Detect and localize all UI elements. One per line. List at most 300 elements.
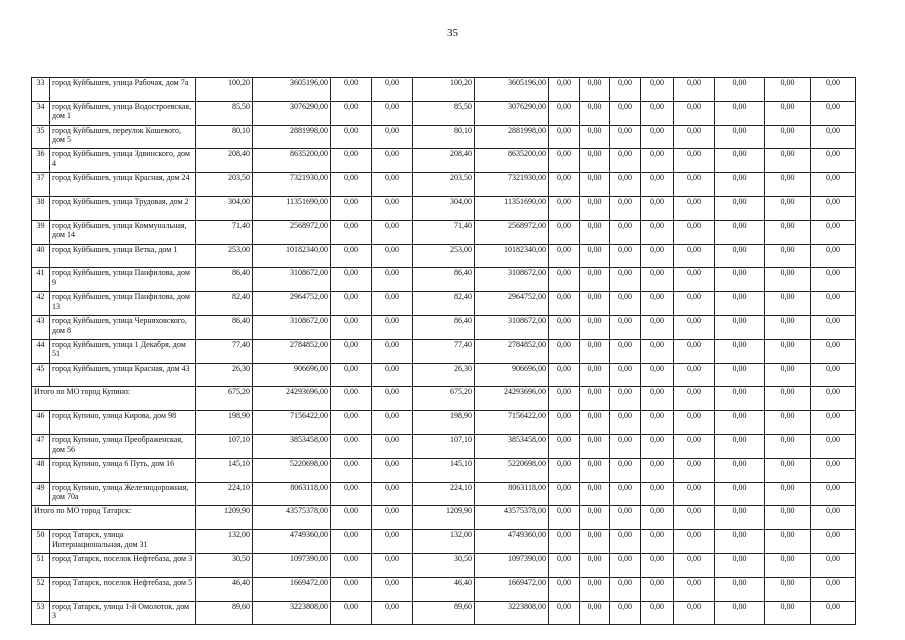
value-cell: 0,00 xyxy=(674,577,715,601)
value-cell: 0,00 xyxy=(610,220,641,244)
value-cell: 0,00 xyxy=(674,506,715,530)
total-row xyxy=(32,387,856,411)
value-cell: 0,00 xyxy=(765,196,811,220)
value-cell: 0,00 xyxy=(674,268,715,292)
value-cell: 0,00 xyxy=(549,530,580,554)
value-cell: 0,00 xyxy=(811,268,856,292)
area-repeat-cell: 675,20 xyxy=(413,387,475,411)
value-cell: 0,00 xyxy=(372,458,413,482)
area-repeat-cell: 224,10 xyxy=(413,482,475,506)
row-number: 45 xyxy=(32,363,50,387)
cost-repeat-cell: 3605196,00 xyxy=(475,78,549,102)
value-cell: 0,00 xyxy=(580,173,610,197)
value-cell: 0,00 xyxy=(811,315,856,339)
value-cell: 0,00 xyxy=(331,101,372,125)
value-cell: 0,00 xyxy=(331,601,372,625)
table-row xyxy=(32,553,856,577)
row-number: 38 xyxy=(32,196,50,220)
value-cell: 0,00 xyxy=(715,101,765,125)
value-cell: 0,00 xyxy=(610,458,641,482)
value-cell: 0,00 xyxy=(331,387,372,411)
area-repeat-cell: 100,20 xyxy=(413,78,475,102)
value-cell: 0,00 xyxy=(610,387,641,411)
value-cell: 0,00 xyxy=(372,601,413,625)
value-cell: 0,00 xyxy=(549,482,580,506)
value-cell: 0,00 xyxy=(674,601,715,625)
value-cell: 0,00 xyxy=(674,458,715,482)
value-cell: 0,00 xyxy=(331,553,372,577)
value-cell: 0,00 xyxy=(610,577,641,601)
value-cell: 0,00 xyxy=(715,434,765,458)
address-cell: город Куйбышев, улица 1 Декабря, дом 51 xyxy=(50,339,196,363)
value-cell: 0,00 xyxy=(715,601,765,625)
row-number: 36 xyxy=(32,149,50,173)
value-cell: 0,00 xyxy=(715,220,765,244)
value-cell: 0,00 xyxy=(331,363,372,387)
value-cell: 0,00 xyxy=(765,387,811,411)
address-cell: город Татарск, поселок Нефтебаза, дом 3 xyxy=(50,553,196,577)
value-cell: 0,00 xyxy=(610,434,641,458)
row-number: 47 xyxy=(32,434,50,458)
cost-repeat-cell: 8635200,00 xyxy=(475,149,549,173)
value-cell: 0,00 xyxy=(331,339,372,363)
value-cell: 0,00 xyxy=(580,220,610,244)
value-cell: 0,00 xyxy=(580,78,610,102)
cost-repeat-cell: 3076290,00 xyxy=(475,101,549,125)
area-repeat-cell: 80,10 xyxy=(413,125,475,149)
total-row xyxy=(32,506,856,530)
value-cell: 0,00 xyxy=(715,125,765,149)
value-cell: 0,00 xyxy=(765,125,811,149)
value-cell: 0,00 xyxy=(549,173,580,197)
value-cell: 0,00 xyxy=(372,411,413,435)
cost-repeat-cell: 8063118,00 xyxy=(475,482,549,506)
value-cell: 0,00 xyxy=(580,506,610,530)
cost-cell: 24293696,00 xyxy=(253,387,331,411)
value-cell: 0,00 xyxy=(372,125,413,149)
cost-repeat-cell: 10182340,00 xyxy=(475,244,549,268)
value-cell: 0,00 xyxy=(549,577,580,601)
area-cell: 224,10 xyxy=(196,482,253,506)
table-row xyxy=(32,78,856,102)
cost-repeat-cell: 5220698,00 xyxy=(475,458,549,482)
value-cell: 0,00 xyxy=(610,292,641,316)
value-cell: 0,00 xyxy=(715,196,765,220)
value-cell: 0,00 xyxy=(715,387,765,411)
table-row xyxy=(32,315,856,339)
value-cell: 0,00 xyxy=(641,458,674,482)
value-cell: 0,00 xyxy=(715,292,765,316)
cost-cell: 2881998,00 xyxy=(253,125,331,149)
value-cell: 0,00 xyxy=(549,292,580,316)
table-row xyxy=(32,482,856,506)
value-cell: 0,00 xyxy=(715,553,765,577)
value-cell: 0,00 xyxy=(580,244,610,268)
value-cell: 0,00 xyxy=(372,530,413,554)
value-cell: 0,00 xyxy=(372,149,413,173)
area-repeat-cell: 132,00 xyxy=(413,530,475,554)
table-body xyxy=(32,78,856,625)
value-cell: 0,00 xyxy=(715,315,765,339)
value-cell: 0,00 xyxy=(610,482,641,506)
cost-repeat-cell: 7321930,00 xyxy=(475,173,549,197)
value-cell: 0,00 xyxy=(610,601,641,625)
address-cell: город Куйбышев, улица Трудовая, дом 2 xyxy=(50,196,196,220)
page-number: 35 xyxy=(447,27,458,39)
value-cell: 0,00 xyxy=(641,482,674,506)
value-cell: 0,00 xyxy=(811,458,856,482)
value-cell: 0,00 xyxy=(549,78,580,102)
value-cell: 0,00 xyxy=(765,149,811,173)
value-cell: 0,00 xyxy=(372,553,413,577)
area-repeat-cell: 89,60 xyxy=(413,601,475,625)
row-number: 46 xyxy=(32,411,50,435)
area-cell: 80,10 xyxy=(196,125,253,149)
value-cell: 0,00 xyxy=(549,411,580,435)
value-cell: 0,00 xyxy=(674,482,715,506)
cost-cell: 2964752,00 xyxy=(253,292,331,316)
value-cell: 0,00 xyxy=(641,149,674,173)
cost-repeat-cell: 43575378,00 xyxy=(475,506,549,530)
value-cell: 0,00 xyxy=(811,339,856,363)
table-row xyxy=(32,149,856,173)
address-cell: город Купино, улица Кирова, дом 98 xyxy=(50,411,196,435)
address-cell: город Куйбышев, улица Рабочая, дом 7а xyxy=(50,78,196,102)
value-cell: 0,00 xyxy=(715,506,765,530)
value-cell: 0,00 xyxy=(549,149,580,173)
value-cell: 0,00 xyxy=(610,196,641,220)
row-number: 42 xyxy=(32,292,50,316)
area-cell: 86,40 xyxy=(196,268,253,292)
cost-cell: 2568972,00 xyxy=(253,220,331,244)
area-repeat-cell: 208,40 xyxy=(413,149,475,173)
value-cell: 0,00 xyxy=(610,411,641,435)
value-cell: 0,00 xyxy=(331,220,372,244)
value-cell: 0,00 xyxy=(372,482,413,506)
area-repeat-cell: 107,10 xyxy=(413,434,475,458)
area-cell: 107,10 xyxy=(196,434,253,458)
value-cell: 0,00 xyxy=(372,292,413,316)
row-number: 33 xyxy=(32,78,50,102)
value-cell: 0,00 xyxy=(715,458,765,482)
address-cell: город Купино, улица Преображенская, дом 56 xyxy=(50,434,196,458)
row-number: 40 xyxy=(32,244,50,268)
area-repeat-cell: 145,10 xyxy=(413,458,475,482)
area-cell: 304,00 xyxy=(196,196,253,220)
value-cell: 0,00 xyxy=(549,268,580,292)
value-cell: 0,00 xyxy=(331,173,372,197)
value-cell: 0,00 xyxy=(715,363,765,387)
value-cell: 0,00 xyxy=(580,101,610,125)
row-number: 53 xyxy=(32,601,50,625)
value-cell: 0,00 xyxy=(580,292,610,316)
table-row xyxy=(32,434,856,458)
value-cell: 0,00 xyxy=(549,220,580,244)
cost-cell: 2784852,00 xyxy=(253,339,331,363)
value-cell: 0,00 xyxy=(549,458,580,482)
area-cell: 26,30 xyxy=(196,363,253,387)
value-cell: 0,00 xyxy=(765,101,811,125)
address-cell: город Куйбышев, улица Водостроевская, дом 1 xyxy=(50,101,196,125)
value-cell: 0,00 xyxy=(811,530,856,554)
area-repeat-cell: 253,00 xyxy=(413,244,475,268)
value-cell: 0,00 xyxy=(674,434,715,458)
value-cell: 0,00 xyxy=(674,196,715,220)
table-row xyxy=(32,601,856,625)
area-cell: 85,50 xyxy=(196,101,253,125)
area-cell: 30,50 xyxy=(196,553,253,577)
value-cell: 0,00 xyxy=(372,315,413,339)
address-cell: город Куйбышев, улица Красная, дом 24 xyxy=(50,173,196,197)
value-cell: 0,00 xyxy=(641,339,674,363)
value-cell: 0,00 xyxy=(765,315,811,339)
cost-cell: 3223808,00 xyxy=(253,601,331,625)
area-repeat-cell: 82,40 xyxy=(413,292,475,316)
row-number: 41 xyxy=(32,268,50,292)
value-cell: 0,00 xyxy=(715,173,765,197)
value-cell: 0,00 xyxy=(674,363,715,387)
value-cell: 0,00 xyxy=(765,482,811,506)
cost-repeat-cell: 3108672,00 xyxy=(475,268,549,292)
cost-cell: 7156422,00 xyxy=(253,411,331,435)
address-cell: город Куйбышев, переулок Кошевого, дом 5 xyxy=(50,125,196,149)
value-cell: 0,00 xyxy=(331,149,372,173)
value-cell: 0,00 xyxy=(674,339,715,363)
area-repeat-cell: 71,40 xyxy=(413,220,475,244)
area-cell: 208,40 xyxy=(196,149,253,173)
value-cell: 0,00 xyxy=(765,553,811,577)
cost-cell: 11351690,00 xyxy=(253,196,331,220)
value-cell: 0,00 xyxy=(811,577,856,601)
row-number: 52 xyxy=(32,577,50,601)
value-cell: 0,00 xyxy=(765,601,811,625)
address-cell: город Куйбышев, улица Панфилова, дом 9 xyxy=(50,268,196,292)
value-cell: 0,00 xyxy=(580,363,610,387)
value-cell: 0,00 xyxy=(610,530,641,554)
area-repeat-cell: 85,50 xyxy=(413,101,475,125)
address-cell: город Куйбышев, улица Ветка, дом 1 xyxy=(50,244,196,268)
cost-repeat-cell: 24293696,00 xyxy=(475,387,549,411)
value-cell: 0,00 xyxy=(549,196,580,220)
value-cell: 0,00 xyxy=(610,506,641,530)
row-number: 51 xyxy=(32,553,50,577)
value-cell: 0,00 xyxy=(674,78,715,102)
value-cell: 0,00 xyxy=(331,434,372,458)
value-cell: 0,00 xyxy=(811,387,856,411)
value-cell: 0,00 xyxy=(641,220,674,244)
value-cell: 0,00 xyxy=(372,434,413,458)
value-cell: 0,00 xyxy=(641,577,674,601)
value-cell: 0,00 xyxy=(549,363,580,387)
row-number: 37 xyxy=(32,173,50,197)
value-cell: 0,00 xyxy=(765,363,811,387)
value-cell: 0,00 xyxy=(549,387,580,411)
address-cell: город Татарск, улица Интернациональная, дом 31 xyxy=(50,530,196,554)
table-row xyxy=(32,530,856,554)
cost-cell: 1669472,00 xyxy=(253,577,331,601)
row-number: 39 xyxy=(32,220,50,244)
value-cell: 0,00 xyxy=(811,78,856,102)
area-repeat-cell: 46,40 xyxy=(413,577,475,601)
value-cell: 0,00 xyxy=(765,530,811,554)
area-repeat-cell: 198,90 xyxy=(413,411,475,435)
value-cell: 0,00 xyxy=(372,387,413,411)
row-number: 35 xyxy=(32,125,50,149)
table-row xyxy=(32,173,856,197)
value-cell: 0,00 xyxy=(372,101,413,125)
address-cell: город Куйбышев, улица Здвинского, дом 4 xyxy=(50,149,196,173)
value-cell: 0,00 xyxy=(765,434,811,458)
value-cell: 0,00 xyxy=(610,363,641,387)
value-cell: 0,00 xyxy=(641,363,674,387)
value-cell: 0,00 xyxy=(331,292,372,316)
area-cell: 100,20 xyxy=(196,78,253,102)
table-row xyxy=(32,196,856,220)
area-cell: 77,40 xyxy=(196,339,253,363)
value-cell: 0,00 xyxy=(580,553,610,577)
value-cell: 0,00 xyxy=(372,78,413,102)
area-cell: 132,00 xyxy=(196,530,253,554)
value-cell: 0,00 xyxy=(549,601,580,625)
value-cell: 0,00 xyxy=(549,506,580,530)
value-cell: 0,00 xyxy=(331,577,372,601)
table-row xyxy=(32,292,856,316)
table-row xyxy=(32,220,856,244)
value-cell: 0,00 xyxy=(580,339,610,363)
area-repeat-cell: 304,00 xyxy=(413,196,475,220)
cost-repeat-cell: 2568972,00 xyxy=(475,220,549,244)
cost-repeat-cell: 3223808,00 xyxy=(475,601,549,625)
address-cell: город Купино, улица 6 Путь, дом 16 xyxy=(50,458,196,482)
area-cell: 203,50 xyxy=(196,173,253,197)
value-cell: 0,00 xyxy=(674,553,715,577)
cost-repeat-cell: 2784852,00 xyxy=(475,339,549,363)
row-number: 34 xyxy=(32,101,50,125)
value-cell: 0,00 xyxy=(674,125,715,149)
table-row xyxy=(32,363,856,387)
table-row xyxy=(32,244,856,268)
value-cell: 0,00 xyxy=(372,363,413,387)
value-cell: 0,00 xyxy=(331,315,372,339)
area-cell: 89,60 xyxy=(196,601,253,625)
value-cell: 0,00 xyxy=(715,530,765,554)
cost-cell: 906696,00 xyxy=(253,363,331,387)
address-cell: город Купино, улица Железнодорожная, дом 70а xyxy=(50,482,196,506)
area-cell: 675,20 xyxy=(196,387,253,411)
value-cell: 0,00 xyxy=(331,482,372,506)
row-number: 50 xyxy=(32,530,50,554)
value-cell: 0,00 xyxy=(372,173,413,197)
cost-cell: 8635200,00 xyxy=(253,149,331,173)
value-cell: 0,00 xyxy=(580,149,610,173)
value-cell: 0,00 xyxy=(580,434,610,458)
value-cell: 0,00 xyxy=(765,292,811,316)
area-repeat-cell: 203,50 xyxy=(413,173,475,197)
value-cell: 0,00 xyxy=(765,339,811,363)
value-cell: 0,00 xyxy=(715,244,765,268)
value-cell: 0,00 xyxy=(715,411,765,435)
value-cell: 0,00 xyxy=(610,78,641,102)
value-cell: 0,00 xyxy=(765,577,811,601)
value-cell: 0,00 xyxy=(811,601,856,625)
cost-cell: 10182340,00 xyxy=(253,244,331,268)
value-cell: 0,00 xyxy=(641,506,674,530)
area-cell: 1209,90 xyxy=(196,506,253,530)
cost-repeat-cell: 11351690,00 xyxy=(475,196,549,220)
area-cell: 86,40 xyxy=(196,315,253,339)
value-cell: 0,00 xyxy=(674,220,715,244)
value-cell: 0,00 xyxy=(331,244,372,268)
value-cell: 0,00 xyxy=(580,268,610,292)
value-cell: 0,00 xyxy=(610,244,641,268)
value-cell: 0,00 xyxy=(331,506,372,530)
value-cell: 0,00 xyxy=(580,458,610,482)
value-cell: 0,00 xyxy=(610,173,641,197)
cost-cell: 43575378,00 xyxy=(253,506,331,530)
area-repeat-cell: 26,30 xyxy=(413,363,475,387)
value-cell: 0,00 xyxy=(610,268,641,292)
value-cell: 0,00 xyxy=(765,458,811,482)
table-row xyxy=(32,125,856,149)
table-row xyxy=(32,458,856,482)
value-cell: 0,00 xyxy=(674,149,715,173)
value-cell: 0,00 xyxy=(641,530,674,554)
value-cell: 0,00 xyxy=(765,411,811,435)
cost-cell: 3076290,00 xyxy=(253,101,331,125)
value-cell: 0,00 xyxy=(372,244,413,268)
value-cell: 0,00 xyxy=(610,553,641,577)
value-cell: 0,00 xyxy=(641,268,674,292)
value-cell: 0,00 xyxy=(674,411,715,435)
value-cell: 0,00 xyxy=(641,434,674,458)
value-cell: 0,00 xyxy=(674,387,715,411)
value-cell: 0,00 xyxy=(372,268,413,292)
value-cell: 0,00 xyxy=(715,339,765,363)
value-cell: 0,00 xyxy=(331,411,372,435)
value-cell: 0,00 xyxy=(610,339,641,363)
value-cell: 0,00 xyxy=(674,530,715,554)
value-cell: 0,00 xyxy=(580,601,610,625)
total-label: Итого по МО город Татарск: xyxy=(32,506,196,530)
value-cell: 0,00 xyxy=(715,577,765,601)
cost-repeat-cell: 2881998,00 xyxy=(475,125,549,149)
cost-repeat-cell: 3108672,00 xyxy=(475,315,549,339)
value-cell: 0,00 xyxy=(372,196,413,220)
value-cell: 0,00 xyxy=(331,78,372,102)
value-cell: 0,00 xyxy=(641,315,674,339)
address-cell: город Татарск, поселок Нефтебаза, дом 5 xyxy=(50,577,196,601)
value-cell: 0,00 xyxy=(811,434,856,458)
table-row xyxy=(32,268,856,292)
value-cell: 0,00 xyxy=(580,387,610,411)
cost-cell: 3853458,00 xyxy=(253,434,331,458)
cost-cell: 1097390,00 xyxy=(253,553,331,577)
table-row xyxy=(32,411,856,435)
area-repeat-cell: 1209,90 xyxy=(413,506,475,530)
value-cell: 0,00 xyxy=(715,268,765,292)
row-number: 43 xyxy=(32,315,50,339)
total-label: Итого по МО город Купино: xyxy=(32,387,196,411)
table-row xyxy=(32,101,856,125)
value-cell: 0,00 xyxy=(674,315,715,339)
area-cell: 82,40 xyxy=(196,292,253,316)
value-cell: 0,00 xyxy=(811,292,856,316)
value-cell: 0,00 xyxy=(715,482,765,506)
value-cell: 0,00 xyxy=(641,101,674,125)
cost-cell: 3108672,00 xyxy=(253,268,331,292)
value-cell: 0,00 xyxy=(580,482,610,506)
value-cell: 0,00 xyxy=(641,601,674,625)
